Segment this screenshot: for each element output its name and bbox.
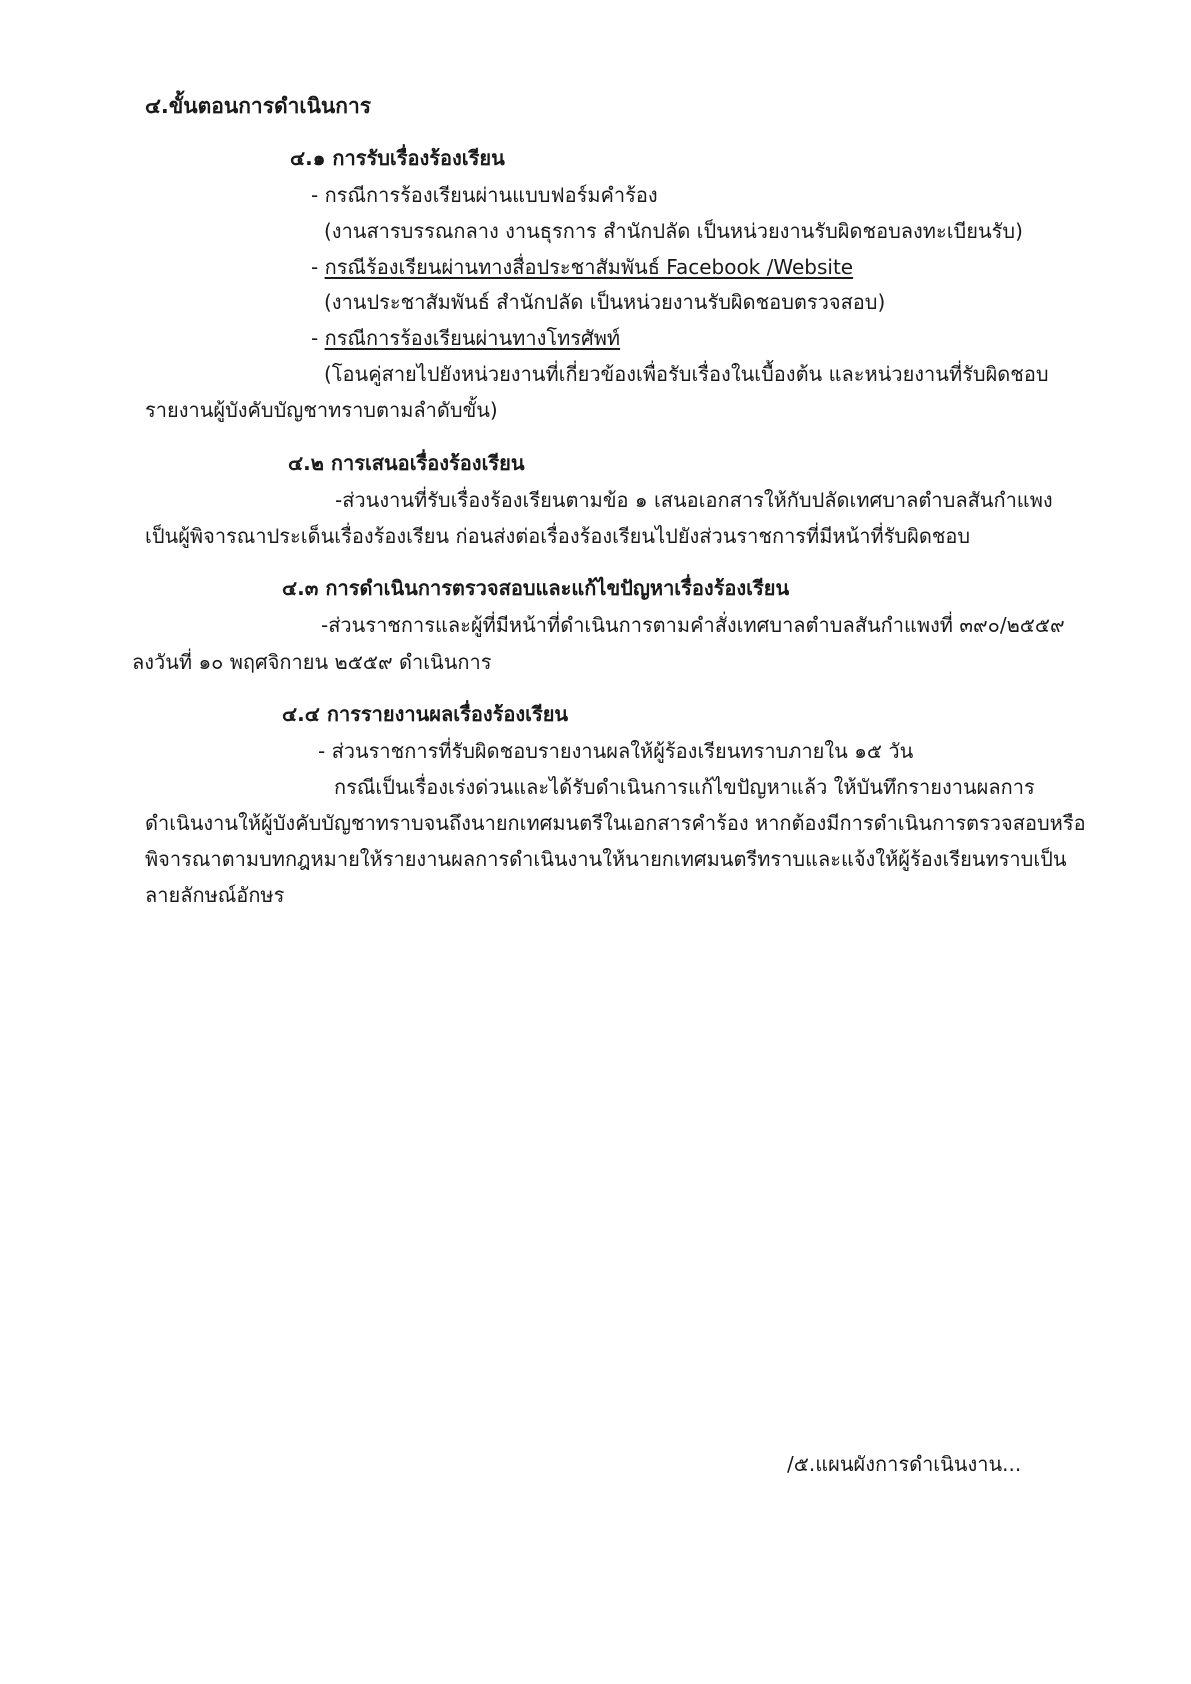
subsection-4-4-line-5: ลายลักษณ์อักษร — [145, 883, 285, 907]
case-phone-line — [311, 324, 620, 352]
subsection-4-4-heading: ๔.๔ การรายงานผลเรื่องร้องเรียน — [282, 702, 569, 726]
case-social-text: กรณีร้องเรียนผ่านทางสื่อประชาสัมพันธ์ Facebook /Website — [324, 255, 854, 279]
subsection-4-4-line-1: - ส่วนราชการที่รับผิดชอบรายงานผลให้ผู้ร้องเรียนทราบภายใน ๑๕ วัน — [318, 739, 914, 763]
case-phone-text: กรณีการร้องเรียนผ่านทางโทรศัพท์ — [324, 326, 621, 350]
subsection-4-3-line-2: ลงวันที่ ๑๐ พฤศจิกายน ๒๕๕๙ ดำเนินการ — [132, 650, 492, 674]
case-phone-dash: - — [311, 326, 325, 350]
subsection-4-2-heading: ๔.๒ การเสนอเรื่องร้องเรียน — [288, 451, 525, 475]
section-title: ๔.ขั้นตอนการดำเนินการ — [145, 94, 372, 118]
case-phone-note-2: รายงานผู้บังคับบัญชาทราบตามลำดับขั้น) — [145, 398, 498, 422]
subsection-4-4-line-2: กรณีเป็นเรื่องเร่งด่วนและได้รับดำเนินการแก้ไขปัญหาแล้ว ให้บันทึกรายงานผลการ — [334, 775, 1035, 799]
subsection-4-4-line-4: พิจารณาตามบทกฎหมายให้รายงานผลการดำเนินงานให้นายกเทศมนตรีทราบและแจ้งให้ผู้ร้องเรียนทราบเป็น — [145, 847, 1067, 871]
case-social-note: (งานประชาสัมพันธ์ สำนักปลัด เป็นหน่วยงานรับผิดชอบตรวจสอบ) — [324, 290, 886, 314]
subsection-4-4-line-3: ดำเนินงานให้ผู้บังคับบัญชาทราบจนถึงนายกเทศมนตรีในเอกสารคำร้อง หากต้องมีการดำเนินการตรวจสอบหรือ — [145, 811, 1086, 835]
case-phone-note-1: (โอนคู่สายไปยังหน่วยงานที่เกี่ยวข้องเพื่อรับเรื่องในเบื้องต้น และหน่วยงานที่รับผิดชอบ — [324, 362, 1049, 386]
case-social-dash: - — [311, 255, 325, 279]
subsection-4-2-line-1: -ส่วนงานที่รับเรื่องร้องเรียนตามข้อ ๑ เสนอเอกสารให้กับปลัดเทศบาลตำบลสันกำแพง — [335, 488, 1053, 512]
subsection-4-1-heading: ๔.๑ การรับเรื่องร้องเรียน — [290, 146, 505, 170]
case-form-line: - กรณีการร้องเรียนผ่านแบบฟอร์มคำร้อง — [311, 183, 658, 207]
continuation-note: /๕.แผนผังการดำเนินงาน... — [787, 1452, 1022, 1476]
subsection-4-2-line-2: เป็นผู้พิจารณาประเด็นเรื่องร้องเรียน ก่อนส่งต่อเรื่องร้องเรียนไปยังส่วนราชการที่มีหน้าที่รับผิดชอบ — [145, 524, 971, 548]
case-social-line — [311, 253, 853, 281]
subsection-4-3-line-1: -ส่วนราชการและผู้ที่มีหน้าที่ดำเนินการตามคำสั่งเทศบาลตำบลสันกำแพงที่ ๓๙๐/๒๕๕๙ — [321, 613, 1065, 637]
subsection-4-3-heading: ๔.๓ การดำเนินการตรวจสอบและแก้ไขปัญหาเรื่องร้องเรียน — [282, 576, 790, 600]
case-form-note: (งานสารบรรณกลาง งานธุรการ สำนักปลัด เป็นหน่วยงานรับผิดชอบลงทะเบียนรับ) — [324, 219, 1023, 243]
